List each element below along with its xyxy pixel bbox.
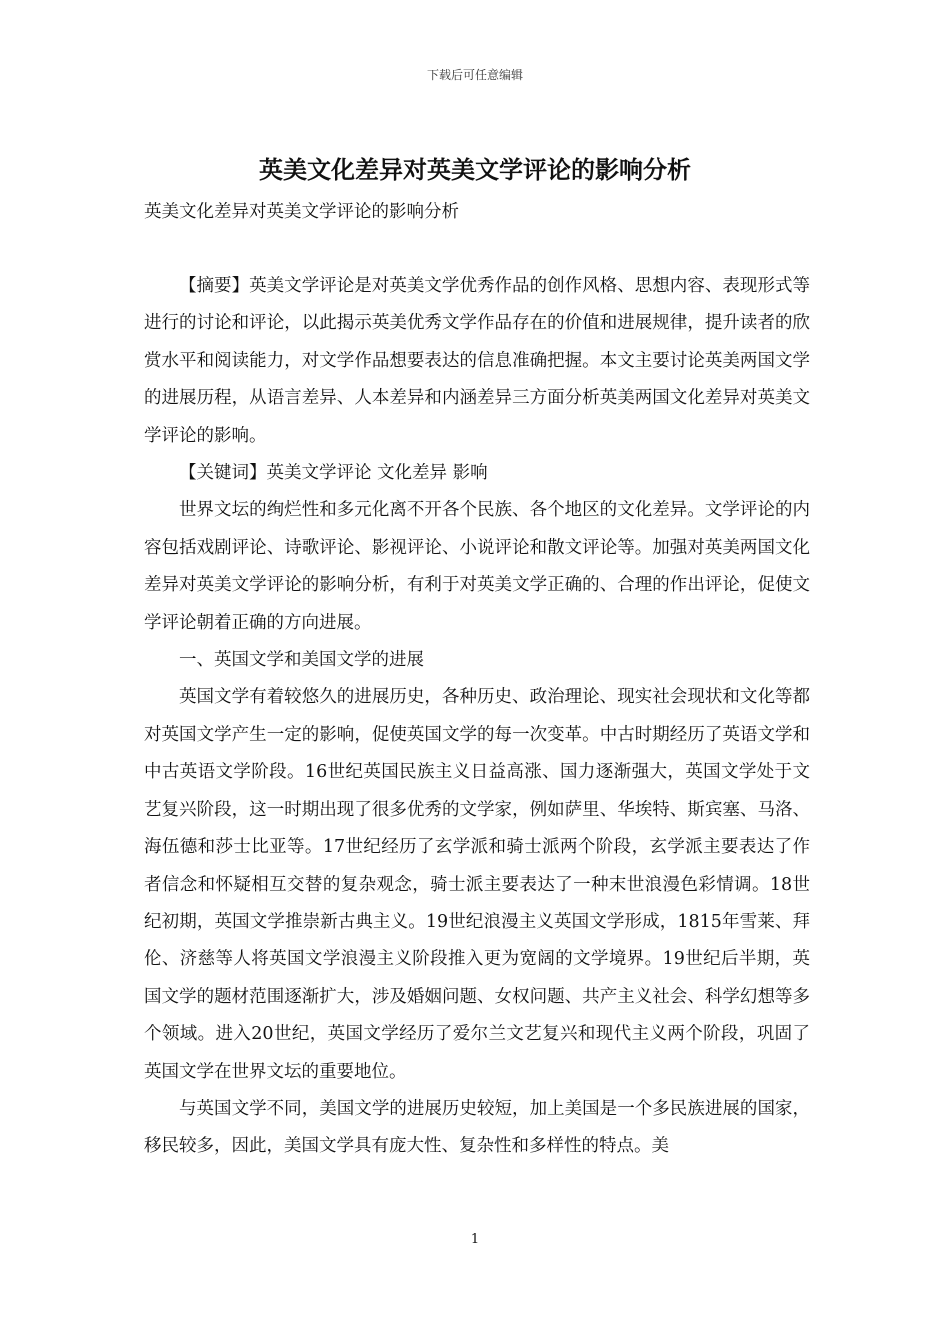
page-number: 1 bbox=[470, 1232, 480, 1247]
american-literature-paragraph: 与英国文学不同，美国文学的进展历史较短，加上美国是一个多民族进展的国家，移民较多，因此，美国文学具有庞大性、复杂性和多样性的特点。美 bbox=[144, 1098, 810, 1157]
abstract-paragraph: 【摘要】英美文学评论是对英美文学优秀作品的创作风格、思想内容、表现形式等进行的讨论和评论，以此揭示英美优秀文学作品存在的价值和进展规律，提升读者的欣赏水平和阅读能力，对文学作品想要表达的信息准确把握。本文主要讨论英美两国文学的进展历程，从语言差异、人本差异和内涵差异三方面分析英美两国文化差异对英美文学评论的影响。 bbox=[144, 276, 810, 446]
document-subtitle: 英美文化差异对英美文学评论的影响分析 bbox=[144, 202, 459, 222]
page-header-note: 下载后可任意编辑 bbox=[426, 68, 523, 82]
intro-paragraph: 世界文坛的绚烂性和多元化离不开各个民族、各个地区的文化差异。文学评论的内容包括戏剧评论、诗歌评论、影视评论、小说评论和散文评论等。加强对英美两国文化差异对英美文学评论的影响分析，有利于对英美文学正确的、合理的作出评论，促使文学评论朝着正确的方向进展。 bbox=[144, 500, 810, 633]
british-literature-paragraph: 英国文学有着较悠久的进展历史，各种历史、政治理论、现实社会现状和文化等都对英国文学产生一定的影响，促使英国文学的每一次变革。中古时期经历了英语文学和中古英语文学阶段。16世纪英国民族主义日益高涨、国力逐渐强大，英国文学处于文艺复兴阶段，这一时期出现了很多优秀的文学家，例如萨里、华埃特、斯宾塞、马洛、海伍德和莎士比亚等。17世纪经历了玄学派和骑士派两个阶段，玄学派主要表达了作者信念和怀疑相互交替的复杂观念，骑士派主要表达了一种末世浪漫色彩情调。18世纪初期，英国文学推崇新古典主义。19世纪浪漫主义英国文学形成，1815年雪莱、拜伦、济慈等人将英国文学浪漫主义阶段推入更为宽阔的文学境界。19世纪后半期，英国文学的题材范围逐渐扩大，涉及婚姻问题、女权问题、共产主义社会、科学幻想等多个领域。进入20世纪，英国文学经历了爱尔兰文艺复兴和现代主义两个阶段，巩固了英国文学在世界文坛的重要地位。 bbox=[144, 687, 810, 1082]
section-heading: 一、英国文学和美国文学的进展 bbox=[179, 650, 424, 671]
document-body bbox=[144, 268, 810, 1166]
document-title: 英美文化差异对英美文学评论的影响分析 bbox=[259, 155, 691, 184]
keywords-paragraph: 【关键词】英美文学评论 文化差异 影响 bbox=[179, 463, 488, 484]
